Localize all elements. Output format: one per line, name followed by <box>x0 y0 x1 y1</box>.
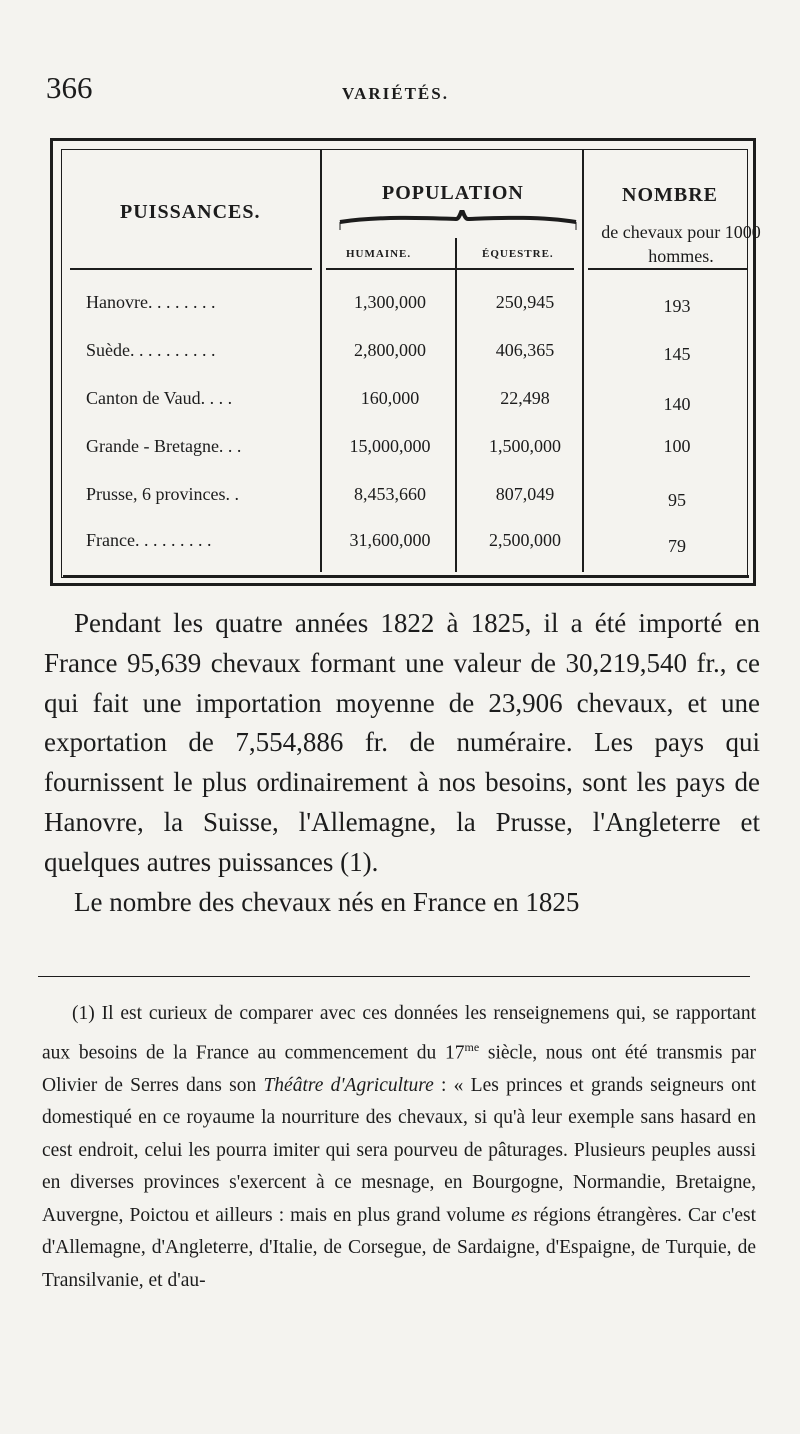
row-country: France. . . . . . . . . <box>86 530 212 550</box>
table-row <box>62 340 747 378</box>
row-human-population: 8,453,660 <box>354 484 426 504</box>
header-rule <box>70 268 312 270</box>
table-row <box>62 484 747 522</box>
page-number: 366 <box>46 70 93 105</box>
row-horses-per-1000: 193 <box>663 296 691 316</box>
table-row <box>62 292 747 330</box>
row-equine-population: 250,945 <box>495 292 555 312</box>
table-row <box>62 388 747 426</box>
header-nombre-subtitle: de chevaux pour 1000 hommes. <box>601 222 761 266</box>
paragraph: Le nombre des chevaux nés en France en 1825 <box>74 886 580 917</box>
body-text <box>44 604 760 922</box>
row-country: Canton de Vaud. . . . <box>86 388 233 408</box>
book-title: Théâtre d'Agriculture <box>263 1074 434 1096</box>
row-equine-population: 22,498 <box>500 388 550 408</box>
row-equine-population: 807,049 <box>495 484 555 504</box>
footnote-text: régions étrangères. Car c'est d'Allemagne, d'Angleterre, d'Italie, de Corsegue, de Sardaigne, d'Espaigne, de Turquie, de Transilvanie, et d'au- <box>42 1204 756 1291</box>
row-horses-per-1000: 145 <box>663 344 691 364</box>
table-inner-border <box>61 149 761 578</box>
header-nombre: NOMBRE <box>622 184 718 206</box>
row-human-population: 1,300,000 <box>354 292 426 312</box>
row-human-population: 15,000,000 <box>349 436 431 456</box>
footnote-rule <box>38 976 750 977</box>
table-row <box>62 530 747 568</box>
table-bottom-rule <box>63 575 749 578</box>
footnote-italic: es <box>511 1204 528 1226</box>
row-country: Suède. . . . . . . . . . <box>86 340 216 360</box>
row-human-population: 160,000 <box>360 388 420 408</box>
row-horses-per-1000: 95 <box>668 490 686 510</box>
header-puissances: PUISSANCES. <box>120 201 261 223</box>
footnote-text: : « Les princes et grands seigneurs ont domestiqué en ce royaume la nourriture des chevaux, si qu'à leur exemple sans hasard en cest endroit, celui les pourra imiter qui sera pourveu de pâturages. Plusieurs peuples aussi en diverses provinces s'exercent à ce mesnage, en Bourgogne, Normandie, Bretaigne, Auvergne, Poictou et ailleurs : mais en plus grand volume <box>42 1074 757 1226</box>
row-human-population: 31,600,000 <box>349 530 431 550</box>
row-human-population: 2,800,000 <box>354 340 426 360</box>
row-equine-population: 406,365 <box>495 340 555 360</box>
row-horses-per-1000: 79 <box>668 536 686 556</box>
footnote-paragraph <box>42 998 756 1297</box>
footnote-text: (1) Il est curieux de comparer avec ces données les renseignemens qui, se rapportant aux besoins de la France au commencement du 17 <box>42 1003 756 1063</box>
row-country: Prusse, 6 provinces. . <box>86 484 239 504</box>
row-horses-per-1000: 140 <box>663 394 691 414</box>
row-equine-population: 2,500,000 <box>489 530 561 550</box>
footnote <box>42 998 756 1297</box>
curly-brace-icon <box>338 210 578 240</box>
header-humaine: HUMAINE. <box>346 248 412 260</box>
row-country: Hanovre. . . . . . . . <box>86 292 216 312</box>
footnote-superscript: me <box>464 1039 480 1054</box>
header-equestre: ÉQUESTRE. <box>482 248 554 260</box>
paragraph: Pendant les quatre années 1822 à 1825, il a été importé en France 95,639 chevaux formant une valeur de 30,219,540 fr., ce qui fait une importation moyenne de 23,906 chevaux, et une exportation de 7,554,886 fr. de numéraire. Les pays qui fournissent le plus ordinairement à nos besoins, sont les pays de Hanovre, la Suisse, l'Allemagne, la Prusse, l'Angleterre et quelques autres puissances (1). <box>44 608 760 877</box>
row-horses-per-1000: 100 <box>663 436 691 456</box>
statistics-table <box>50 138 761 586</box>
running-head: VARIÉTÉS. <box>342 84 449 103</box>
table-row <box>62 436 747 474</box>
header-population: POPULATION <box>382 182 524 204</box>
header-rule <box>588 268 748 270</box>
footnote-text: siècle, nous ont été transmis par Olivier de Serres dans son <box>42 1042 756 1096</box>
row-equine-population: 1,500,000 <box>489 436 561 456</box>
row-country: Grande - Bretagne. . . <box>86 436 242 456</box>
header-rule <box>326 268 574 270</box>
